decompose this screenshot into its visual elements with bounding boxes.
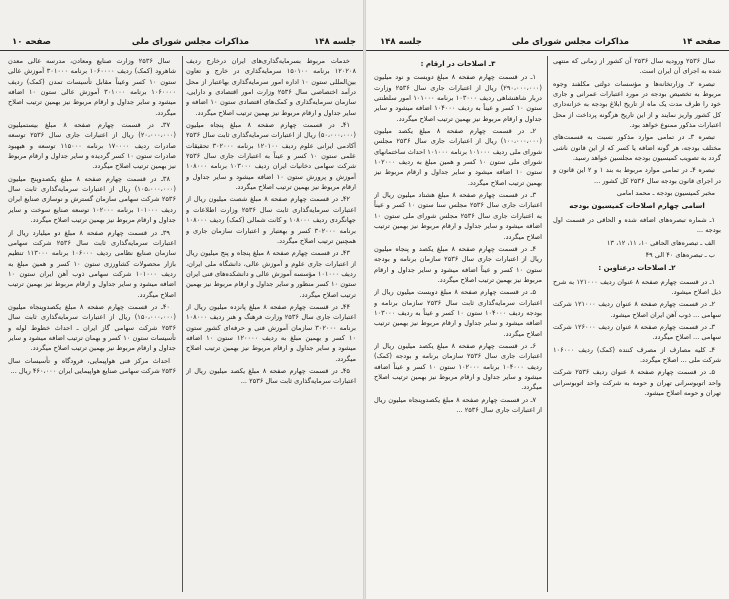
left-header-title: مذاکرات مجلس شورای ملی <box>131 37 249 47</box>
left-outer-column <box>8 56 176 592</box>
article-paragraph: ۴۳ـ در قسمت چهارم صفحه ۸ مبلغ پنجاه و پنج میلیون ریال از اعتبارات جاری علوم و آموزش عالی، دانشگاه ملی ایران، ردیف ۱۰۱۰۰۰ مؤسسه آموزش عالی و دانشکده‌های فنی ایران ستون ۱۰ کسر منظور و سایر جداول و ارقام مربوط نیز بهمین ترتیب اصلاح میگردد. <box>186 249 356 299</box>
article-paragraph: تبصره ۳ـ در تمامی موارد مذکور نسبت به قسمت‌های مختلف بودجه، هر گونه اضافه یا کسر که از این قانون ناشی گردد به تصویب کمیسیون بودجه مجلسین خواهد رسید. <box>553 133 721 163</box>
right-header-title: مذاکرات مجلس شورای ملی <box>511 37 629 47</box>
right-page <box>366 0 729 599</box>
left-inner-column <box>186 56 356 592</box>
article-paragraph: ۴۰ـ در قسمت چهارم صفحه ۸ مبلغ یکصدوپنجاه میلیون (۱۵۰،۰۰۰،۰۰۰) ریال از اعتبارات سرمایه‌گذاری ثابت سال ۲۵۳۶ شرکت سهامی گاز ایران ـ احداث خطوط لوله و تأسیسات ستون ۱۰ کسر و بهمان ترتیب اضافه میشود و سایر جداول و ارقام مربوط نیز بهمین ترتیب اصلاح میگردد. <box>8 302 176 353</box>
article-paragraph: مخبر کمیسیون بودجه ـ محمد امامی <box>616 189 715 198</box>
article-paragraph: ۳ـ در قسمت چهارم صفحه ۸ مبلغ هشتاد میلیون ریال از اعتبارات جاری سال ۲۵۳۶ مجلس سنا ستون ۱۰ کسر و عیناً به اعتبارات جاری سال ۲۵۳۶ مجلس شورای ملی ستون ۱۰ اضافه میشود و سایر جداول و ارقام مربوط نیز بهمین ترتیب اصلاح میگردد. <box>374 191 542 241</box>
article-paragraph: ۲ـ در قسمت چهارم صفحه ۸ عنوان ردیف ۱۲۱۰۰۰ شرکت سهامی ... ذوب آهن ایران اصلاح میشود. <box>553 300 721 319</box>
right-header-session: جلسه ۱۴۸ <box>380 37 422 47</box>
left-column-divider <box>182 56 183 592</box>
left-header-session: جلسه ۱۴۸ <box>314 37 356 47</box>
article-paragraph: سال ۲۵۳۶ وزارت صنایع ومعادن، مدرسه عالی معدن شاهرود (کمک) ردیف ۱۰۶۰۰۰۰ برنامه ۳۰۱۰۰۰ آموزش عالی ستون ۱۰ کسر وعیناً مقابل تأسیسات تمدن (کمک) ردیف ۱۰۶۰۰۰۰ برنامه ۳۰۱۰۰۰ آموزش عالی ستون ۱۰ اضافه میشود و سایر جداول و ارقام مربوط نیز بهمین ترتیب اصلاح میگردد. <box>8 57 176 117</box>
right-page-header <box>366 34 729 51</box>
article-paragraph: الف ـ تبصره‌های الحاقی ۱۰، ۱۱، ۱۲، ۱۳ <box>606 238 715 247</box>
article-paragraph: ۴۴ـ در قسمت چهارم صفحه ۸ مبلغ پانزده میلیون ریال از اعتبارات جاری سال ۲۵۳۶ وزارت فرهنگ و هنر ردیف ۱۰۸۰۰۰ برنامه ۳۰۲۰۰۰ سازمان آموزش فنی و حرفه‌ای کشور ستون ۱۰ کسر و بهمین مبلغ به ردیف ۱۲۰۰۰۰ ستون ۱۰ اضافه میشود و سایر جداول و ارقام مربوط نیز بهمین ترتیب اصلاح میگردد. <box>186 302 356 363</box>
article-paragraph: ۷ـ در قسمت چهارم صفحه ۸ مبلغ یکصدوپنجاه میلیون ریال از اعتبارات جاری سال ۲۵۳۶ ... <box>374 395 542 414</box>
article-paragraph: ۴۵ـ در قسمت چهارم صفحه ۸ مبلغ یکصد میلیون ریال از اعتبارات سرمایه‌گذاری ثابت سال ۲۵۳۶ ... <box>186 366 356 386</box>
section-heading: ۲ـ اصلاحات درعناوین : <box>598 264 676 273</box>
article-paragraph: ۲ـ در قسمت چهارم صفحه ۸ مبلغ یکصد میلیون (۱۰۰،۰۰۰،۰۰۰) ریال از اعتبارات جاری سال ۲۵۳۶ مجلس شورای ملی ردیف ۱۰۱۰۰۰ برنامه ۱۰۱۰۰۰ احداث ساختمانهای شورای ملی ستون ۱۰ کسر و همین مبلغ به ردیف ۱۰۲۰۰۰ ستون ۱۰ اضافه میشود و سایر جداول و ارقام مربوط نیز بهمین ترتیب اصلاح میگردد. <box>374 127 542 187</box>
article-paragraph: ۴۱ـ در قسمت چهارم صفحه ۸ مبلغ پنجاه میلیون (۵۰،۰۰۰،۰۰۰) ریال از اعتبارات سرمایه‌گذاری ثابت سال ۲۵۳۶ آکادمی ایرانی علوم ردیف ۱۲۰۱۰۰ برنامه ۳۰۲۰۰۰ تحقیقات علمی ستون ۱۰ کسر و عیناً به اعتبارات جاری سال ۲۵۳۶ شرکت سهامی دخانیات ایران ردیف ۱۰۳۰۰۰ برنامه ۱۰۸۰۰۰ آموزش و پرورش ستون ۱۰ اضافه میشود و سایر جداول و ارقام مربوط نیز بهمین ترتیب اصلاح میگردد. <box>186 121 356 192</box>
article-paragraph: تبصره ۴ـ در تمامی موارد مربوط به بند ۱ و ۲ این قانون و در اجرای قانون بودجه سال ۲۵۳۶ کل کشور ... <box>553 166 721 185</box>
right-outer-column <box>553 56 721 592</box>
right-header-page-label: صفحه ۱۴ <box>682 37 721 47</box>
left-page <box>0 0 364 599</box>
left-page-header <box>0 34 364 51</box>
article-paragraph: ۱ـ در قسمت چهارم صفحه ۸ مبلغ دویست و نود میلیون (۲۹۰،۰۰۰،۰۰۰) ریال از اعتبارات جاری سال ۲۵۳۶ وزارت دربار شاهنشاهی ردیف ۱۰۳۰۰۰ برنامه ۱۰۱۰۰۰ امور سلطنتی ستون ۱۰ کسر و عیناً به ردیف ۱۰۴۰۰۰ اضافه میشود و سایر جداول و ارقام مربوط نیز بهمین ترتیب اصلاح میگردد. <box>374 73 542 123</box>
article-paragraph: ۳۹ـ در قسمت چهارم صفحه ۸ مبلغ دو میلیارد ریال از اعتبارات سرمایه‌گذاری ثابت سال ۲۵۳۶ شرکت سهامی سازمان صنایع نظامی ردیف ۱۰۶۰۰۰ برنامه ۱۱۳۰۰۰ تنظیم بازار محصولات کشاورزی ستون ۱۰ کسر و همین مبلغ به ردیف ۱۰۱۰۰۰ شرکت سهامی ذوب آهن ایران ستون ۱۰ اضافه میشود و سایر جداول و ارقام مربوط نیز بهمین ترتیب اصلاح میگردد. <box>8 228 176 299</box>
article-paragraph: ۱ـ شماره تبصره‌های اضافه شده و الحاقی در قسمت اول بودجه ... <box>553 215 721 235</box>
article-paragraph: ۵ـ در قسمت چهارم صفحه ۸ عنوان ردیف ۲۵۳۶ شرکت واحد اتوبوسرانی تهران و حومه به شرکت واحد اتوبوسرانی تهران و حومه اصلاح میشود. <box>553 368 721 397</box>
article-paragraph: ۱ـ در قسمت چهارم صفحه ۸ عنوان ردیف ۱۲۱۰۰۰ به شرح ذیل اصلاح میشود. <box>553 277 721 296</box>
article-paragraph: ۳۸ـ در قسمت چهارم صفحه ۸ مبلغ یکصدوپنج میلیون (۱۰۵،۰۰۰،۰۰۰) ریال از اعتبارات سرمایه‌گذاری ثابت سال ۲۵۳۶ شرکت سهامی سازمان گسترش و نوسازی صنایع ایران ردیف ۱۰۱۰۰۰ برنامه ۱۰۲۰۰۰ توسعه صنایع سوخت و سایر جداول و ارقام مربوط نیز بهمین ترتیب اصلاح میگردد. <box>8 174 176 225</box>
right-column-divider <box>547 56 548 592</box>
article-paragraph: ۴ـ کلیه مصارف از مصرف کننده (کمک) ردیف ۱۰۶۰۰۰ شرکت ملی ... اصلاح میگردد. <box>553 345 721 364</box>
article-paragraph: ۳ـ در قسمت چهارم صفحه ۸ عنوان ردیف ۱۲۶۰۰۰ شرکت سهامی ... اصلاح میگردد. <box>553 322 721 342</box>
article-paragraph: تبصره ۲ـ وزارتخانه‌ها و مؤسسات دولتی مکلفند وجوه مربوط به تخصیص بودجه در مورد اعتبارات عمرانی و جاری خود را ظرف مدت یک ماه از تاریخ ابلاغ بودجه به خزانه‌داری کل کشور واریز نمایند و از این تاریخ هرگونه پرداخت از محل اعتبارات مذکور ممنوع خواهد بود. <box>553 79 721 130</box>
article-paragraph: سال ۲۵۳۶ ورودیه سال ۲۵۳۶ آن کشور از زمانی که منتهی شده به اجرای آن ایران است. <box>553 57 721 76</box>
article-paragraph: ۶ـ در قسمت چهارم صفحه ۸ مبلغ یکصد میلیون ریال از اعتبارات جاری سال ۲۵۳۶ سازمان برنامه و بودجه (کمک) ردیف ۱۰۴۰۰۰ برنامه ۱۰۲۰۰۰ ستون ۱۰ کسر و عیناً اضافه میشود و سایر جداول و ارقام مربوط نیز بهمین ترتیب اصلاح میگردد. <box>374 341 542 392</box>
article-paragraph: ۴ـ در قسمت چهارم صفحه ۸ مبلغ یکصد و پنجاه میلیون ریال از اعتبارات جاری سال ۲۵۳۶ سازمان برنامه و بودجه ستون ۱۰ کسر و عیناً اضافه میشود و سایر جداول و ارقام مربوط نیز بهمین ترتیب اصلاح میگردد. <box>374 244 542 284</box>
section-heading: ۳ـ اصلاحات در ارقام : <box>420 60 496 68</box>
article-paragraph: ب ـ تبصره‌های ۴۰ الی ۴۹ <box>645 250 715 259</box>
article-paragraph: ۳۷ـ در قسمت چهارم صفحه ۸ مبلغ بیستمیلیون (۲۰،۰۰۰،۰۰۰) ریال از اعتبارات جاری سال ۲۵۳۶ توسعه صادرات ردیف ۱۷۰۰۰۰ برنامه ۱۱۵۰۰۰ توسعه و هبهبود صادرات ستون ۱۰ کسر گردیده و سایر جداول و ارقام مربوط نیز بهمین ترتیب اصلاح میگردد. <box>8 121 176 171</box>
left-header-page-label: صفحه ۱۰ <box>12 37 51 47</box>
article-paragraph: احداث مرکز فنی هواپیمایی، فرودگاه و تأسیسات سال ۲۵۳۶ شرکت سهامی صنایع هواپیمایی ایران ۴۶۰،۰۰۰ ریال ... <box>8 356 176 375</box>
section-heading: اسامی چهارم اصلاحات کمیسیون بودجه <box>569 202 705 211</box>
right-inner-column <box>374 56 542 592</box>
article-paragraph: ۴۲ـ در قسمت چهارم صفحه ۸ مبلغ شصت میلیون ریال از اعتبارات سرمایه‌گذاری ثابت سال ۲۵۳۶ وزارت اطلاعات و جهانگردی ردیف ۱۰۸۰۰۰ و کانت شمالی (کمک) ردیف ۱۰۸۰۰۰ برنامه ۳۰۲۰۰۰ کسر و بهعتبار و اعتبارات سازمان جاری و همچنین ترتیب اصلاح میگردد. <box>186 195 356 245</box>
article-paragraph: ۵ـ در قسمت چهارم صفحه ۸ مبلغ دویست میلیون ریال از اعتبارات سرمایه‌گذاری ثابت سال ۲۵۳۶ سازمان برنامه و بودجه ردیف ۱۰۴۰۰۰ ستون ۱۰ کسر و عیناً به ردیف ۱۰۳۰۰۰ اضافه میشود و سایر جداول و ارقام مربوط نیز بهمین ترتیب اصلاح میگردد. <box>374 288 542 338</box>
article-paragraph: خدمات مربوط بسرمایه‌گذاری‌های ایران درخارج ردیف ۱۲۰۲۰۸ برنامه ۱۵۰۱۰۰ سرمایه‌گذاری در خارج و تعاون بین‌المللی ستون ۱۰ اداره امور سرمایه‌گذاری بهاعتبار از محل درآمد اختصاصی سال ۲۵۳۶ وزارت امور اقتصادی و دارایی، سازمان سرمایه‌گذاری و کمک‌های اقتصادی ستون ۱۰ اضافه و سایر جداول و ارقام مربوط نیز بهمین ترتیب اصلاح میگردد. <box>186 57 356 117</box>
